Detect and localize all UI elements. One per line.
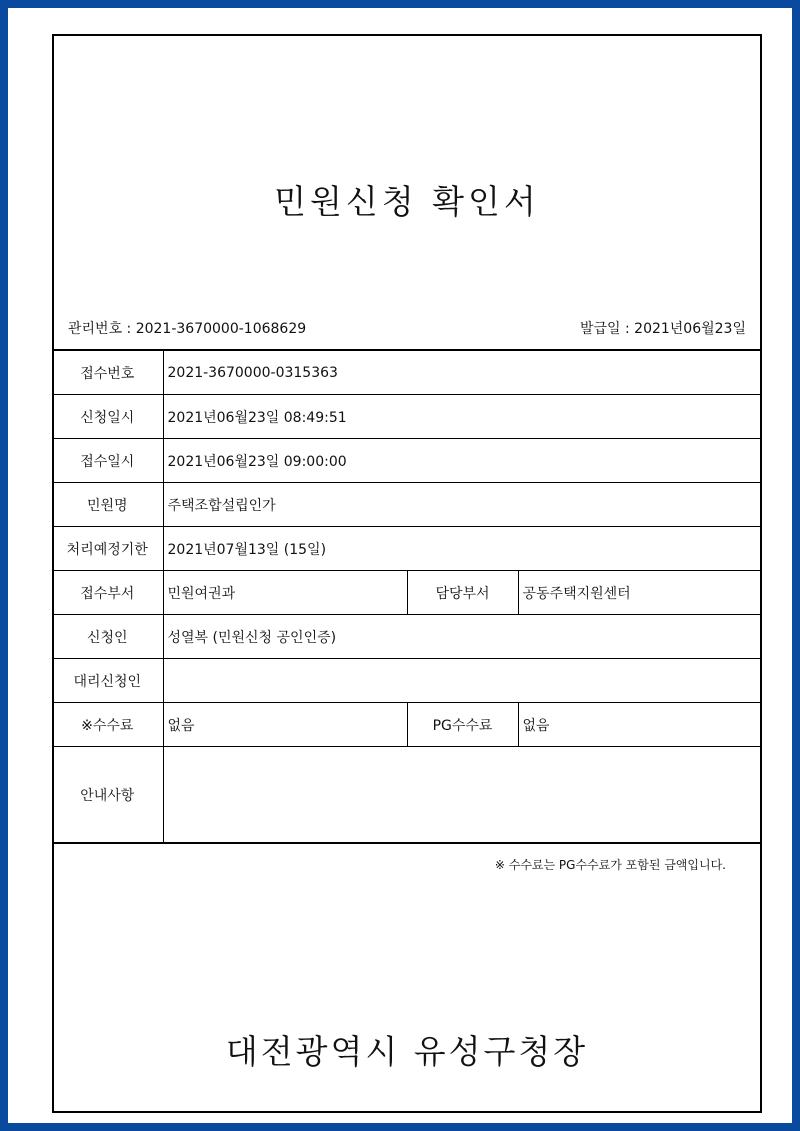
table-row xyxy=(52,527,762,571)
deadline-label: 처리예정기한 xyxy=(52,527,163,571)
receipt-datetime-label: 접수일시 xyxy=(52,439,163,483)
table-row xyxy=(52,439,762,483)
table-row xyxy=(52,659,762,703)
table-row xyxy=(52,350,762,395)
table-row xyxy=(52,395,762,439)
apply-datetime-value: 2021년06월23일 08:49:51 xyxy=(163,395,762,439)
info-table xyxy=(52,349,762,844)
receipt-no-value: 2021-3670000-0315363 xyxy=(163,350,762,395)
document-meta xyxy=(68,318,746,338)
pg-fee-value: 없음 xyxy=(518,703,762,747)
responsible-dept-value: 공동주택지원센터 xyxy=(518,571,762,615)
table-row xyxy=(52,483,762,527)
guide-label: 안내사항 xyxy=(52,747,163,844)
fee-value: 없음 xyxy=(163,703,407,747)
receiving-dept-label: 접수부서 xyxy=(52,571,163,615)
petition-name-label: 민원명 xyxy=(52,483,163,527)
certificate-document xyxy=(52,34,762,1113)
applicant-label: 신청인 xyxy=(52,615,163,659)
proxy-value xyxy=(163,659,762,703)
table-row xyxy=(52,571,762,615)
fee-label: ※수수료 xyxy=(52,703,163,747)
guide-value xyxy=(163,747,762,844)
page-background xyxy=(8,8,792,1123)
proxy-label: 대리신청인 xyxy=(52,659,163,703)
apply-datetime-label: 신청일시 xyxy=(52,395,163,439)
table-row xyxy=(52,615,762,659)
fee-note: ※ 수수료는 PG수수료가 포함된 금액입니다. xyxy=(494,858,726,872)
receiving-dept-value: 민원여권과 xyxy=(163,571,407,615)
pg-fee-label: PG수수료 xyxy=(407,703,518,747)
management-number: 관리번호 : 2021-3670000-1068629 xyxy=(68,321,307,337)
petition-name-value: 주택조합설립인가 xyxy=(163,483,762,527)
receipt-datetime-value: 2021년06월23일 09:00:00 xyxy=(163,439,762,483)
applicant-value: 성열복 (민원신청 공인인증) xyxy=(163,615,762,659)
issuer-name: 대전광역시 유성구청장 xyxy=(225,1032,589,1071)
table-row xyxy=(52,747,762,844)
issue-date: 발급일 : 2021년06월23일 xyxy=(579,321,746,337)
table-row xyxy=(52,703,762,747)
deadline-value: 2021년07월13일 (15일) xyxy=(163,527,762,571)
responsible-dept-label: 담당부서 xyxy=(407,571,518,615)
receipt-no-label: 접수번호 xyxy=(52,350,163,395)
document-title: 민원신청 확인서 xyxy=(274,182,540,221)
